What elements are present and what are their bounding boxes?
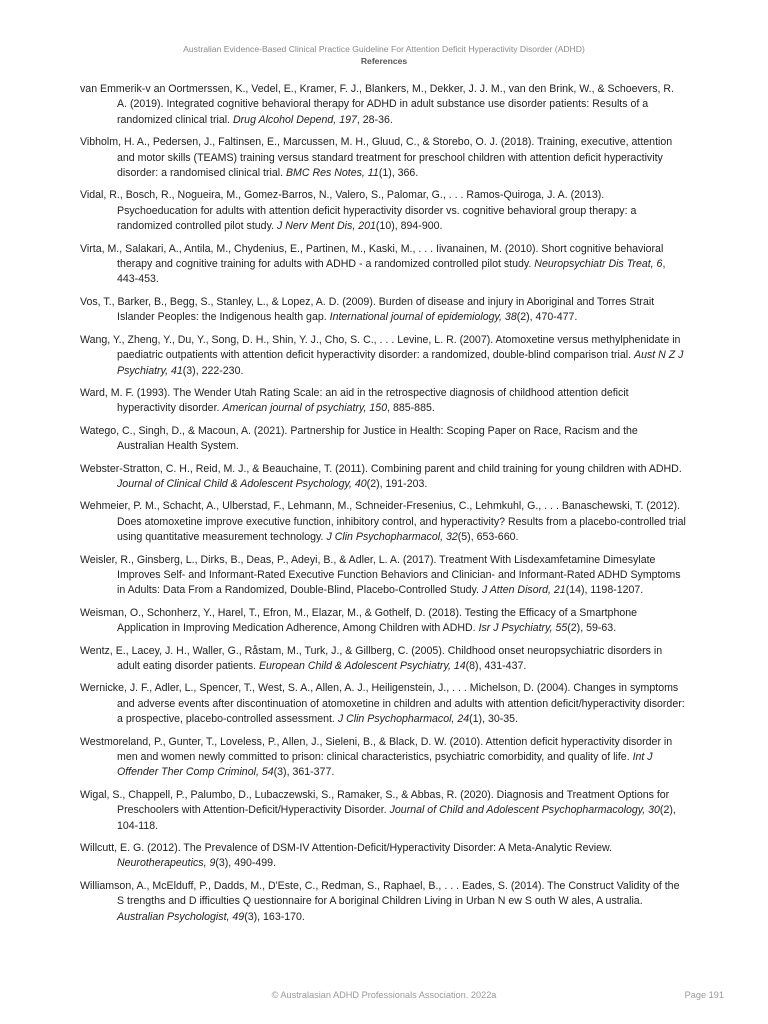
reference-entry [80,606,686,637]
reference-entry [80,788,686,834]
reference-journal: American journal of psychiatry, 150 [222,402,388,415]
reference-journal: Neuropsychiatr Dis Treat, 6 [534,258,663,271]
reference-journal: Int J Offender Ther Comp Criminol, 54 [117,751,653,779]
reference-pages: (3), 361-377. [273,766,335,779]
reference-entry [80,735,686,781]
reference-entry [80,386,686,417]
reference-journal: J Clin Psychopharmacol, 24 [337,713,470,726]
reference-pages: (2), 59-63. [567,622,617,635]
reference-journal: European Child & Adolescent Psychiatry, 14 [258,660,466,672]
reference-text: Wigal, S., Chappell, P., Palumbo, D., Lubaczewski, S., Ramaker, S., & Abbas, R. (2020). Diagnosis and Treatment Options for Preschoolers with Attention-Deficit/Hyperactivity Disorder. [80,788,670,817]
copyright-text: © Australasian ADHD Professionals Association. 2022a [271,990,497,1000]
reference-text: van Emmerik-v an Oortmerssen, K., Vedel, E., Kramer, F. J., Blankers, M., Dekker, J. J. M., van den Brink, W., & Schoevers, R. A. (2019). Integrated cognitive behavioral therapy for ADHD in adult substance use disorder patients: Results of a randomized clinical trial. [80,83,675,126]
reference-journal: Aust N Z J Psychiatry, 41 [117,349,684,377]
reference-entry [80,242,686,288]
document-title: Australian Evidence-Based Clinical Practice Guideline For Attention Deficit Hyperactivity Disorder (ADHD) [183,44,585,54]
reference-pages: (3), 163-170. [244,910,305,923]
reference-entry [80,644,686,675]
reference-journal: Drug Alcohol Depend, 197 [233,113,357,126]
reference-pages: , 28-36. [356,113,393,126]
reference-journal: Neurotherapeutics, 9 [117,857,216,870]
reference-entry [80,681,686,727]
reference-pages: (1), 30-35. [469,713,519,726]
reference-pages: (3), 490-499. [215,857,277,870]
reference-entry [80,82,686,128]
reference-journal: J Clin Psychopharmacol, 32 [326,531,458,544]
reference-journal: Journal of Child and Adolescent Psychopharmacology, 30 [389,804,660,817]
reference-pages: (2), 470-477. [516,311,578,324]
reference-journal: Australian Psychologist, 49 [117,910,245,923]
reference-entry [80,879,686,925]
reference-pages: , 443-453. [117,258,666,286]
page-header [0,44,768,67]
reference-entry [80,499,686,545]
reference-text: Wang, Y., Zheng, Y., Du, Y., Song, D. H., Shin, Y. J., Cho, S. C., . . . Levine, L. R. (2007). Atomoxetine versus methylphenidate in paediatric outpatients with attention deficit hyperactivity disorder: a randomized, double-blind comparison trial. [80,333,681,362]
reference-text: Wernicke, J. F., Adler, L., Spencer, T., West, S. A., Allen, A. J., Heiligenstein, J., . . . Michelson, D. (2004). Changes in symptoms and adverse events after discontinuation of atomoxetine in children and adults with attention deficit/hyperactivity disorder: a prospective, placebo-controlled assessment. [80,682,685,726]
reference-text: Wentz, E., Lacey, J. H., Waller, G., Råstam, M., Turk, J., & Gillberg, C. (2005). Childhood onset neuropsychiatric disorders in adult eating disorder patients. [80,644,663,672]
page-number: Page 191 [684,990,724,1000]
reference-journal: BMC Res Notes, 11 [285,167,379,180]
reference-text: Wehmeier, P. M., Schacht, A., Ulberstad, F., Lehmann, M., Schneider-Fresenius, C., Lehmkuhl, G., . . . Banaschewski, T. (2012). Does atomoxetine improve executive function, inhibitory control, and hyperactivity? Results from a placebo-controlled trial using quantitative measurement technology. [80,500,686,544]
reference-text: Weisler, R., Ginsberg, L., Dirks, B., Deas, P., Adeyi, B., & Adler, L. A. (2017). Treatment With Lisdexamfetamine Dimesylate Improves Self- and Informant-Rated Executive Function Behaviors and Clinician- and Informant-Rated ADHD Symptoms in Adults: Data From a Randomized, Double-Blind, Placebo-Controlled Study. [80,553,681,597]
reference-entry [80,135,686,181]
reference-text: Westmoreland, P., Gunter, T., Loveless, P., Allen, J., Sieleni, B., & Black, D. W. (2010). Attention deficit hyperactivity disorder in men and women newly committed to prison: clinical characteristics, psychiatric comorbidity, and quality of life. [80,735,673,764]
reference-journal: Journal of Clinical Child & Adolescent Psychology, 40 [117,477,367,490]
reference-text: Vidal, R., Bosch, R., Nogueira, M., Gomez-Barros, N., Valero, S., Palomar, G., . . . Ramos-Quiroga, J. A. (2013). Psychoeducation for adults with attention deficit hyperactivity disorder vs. cognitive behavioral group therapy: a randomized controlled pilot study. [80,189,637,233]
reference-entry [80,462,686,493]
reference-text: Vos, T., Barker, B., Begg, S., Stanley, L., & Lopez, A. D. (2009). Burden of disease and injury in Aboriginal and Torres Strait Islander Peoples: the Indigenous health gap. [80,295,655,324]
reference-text: Webster-Stratton, C. H., Reid, M. J., & Beauchaine, T. (2011). Combining parent and child training for young children with ADHD. [80,462,682,475]
reference-text: Vibholm, H. A., Pedersen, J., Faltinsen, E., Marcussen, M. H., Gluud, C., & Storebo, O. J. (2018). Training, executive, attention and motor skills (TEAMS) training versus standard treatment for preschool children with attention deficit hyperactivity disorder: a randomised clinical trial. [80,136,673,180]
reference-entry [80,333,686,379]
reference-pages: (10), 894-900. [375,220,443,233]
reference-pages: (1), 366. [378,167,419,180]
reference-text: Williamson, A., McElduff, P., Dadds, M., D'Este, C., Redman, S., Raphael, B., . . . Eades, S. (2014). The Construct Validity of the S trengths and D ifficulties Q uestionnaire for A boriginal Children Living in Urban N ew S outh W ales, A ustralia. [80,879,680,908]
reference-text: Willcutt, E. G. (2012). The Prevalence of DSM-IV Attention-Deficit/Hyperactivity Disorder: A Meta-Analytic Review. [80,842,613,855]
reference-pages: (2), 104-118. [117,804,676,832]
section-title: References [360,56,408,66]
reference-text: Watego, C., Singh, D., & Macoun, A. (2021). Partnership for Justice in Health: Scoping Paper on Race, Racism and the Australian Health System. [80,424,638,453]
reference-list [80,82,686,932]
reference-text: Virta, M., Salakari, A., Antila, M., Chydenius, E., Partinen, M., Kaski, M., . . . Iivanainen, M. (2010). Short cognitive behavioral therapy and cognitive training for adults with ADHD - a randomized controlled pilot study. [80,242,664,271]
reference-text: Ward, M. F. (1993). The Wender Utah Rating Scale: an aid in the retrospective diagnosis of childhood attention deficit hyperactivity disorder. [80,386,629,415]
reference-entry [80,841,686,872]
reference-pages: (3), 222-230. [182,364,244,377]
reference-pages: (5), 653-660. [457,531,519,544]
reference-entry [80,295,686,326]
reference-journal: J Nerv Ment Dis, 201 [276,220,376,233]
reference-entry [80,188,686,234]
reference-pages: , 885-885. [387,402,435,415]
reference-journal: International journal of epidemiology, 38 [329,311,517,324]
reference-journal: J Atten Disord, 21 [481,584,566,597]
reference-journal: Isr J Psychiatry, 55 [478,622,568,635]
reference-entry [80,553,686,599]
reference-pages: (14), 1198-1207. [565,584,644,597]
reference-pages: (2), 191-203. [366,477,428,490]
reference-entry [80,424,686,455]
reference-pages: (8), 431-437. [465,660,527,672]
reference-text: Weisman, O., Schonherz, Y., Harel, T., Efron, M., Elazar, M., & Gothelf, D. (2018). Testing the Efficacy of a Smartphone Application in Improving Medication Adherence, Among Children with ADHD. [80,606,638,635]
